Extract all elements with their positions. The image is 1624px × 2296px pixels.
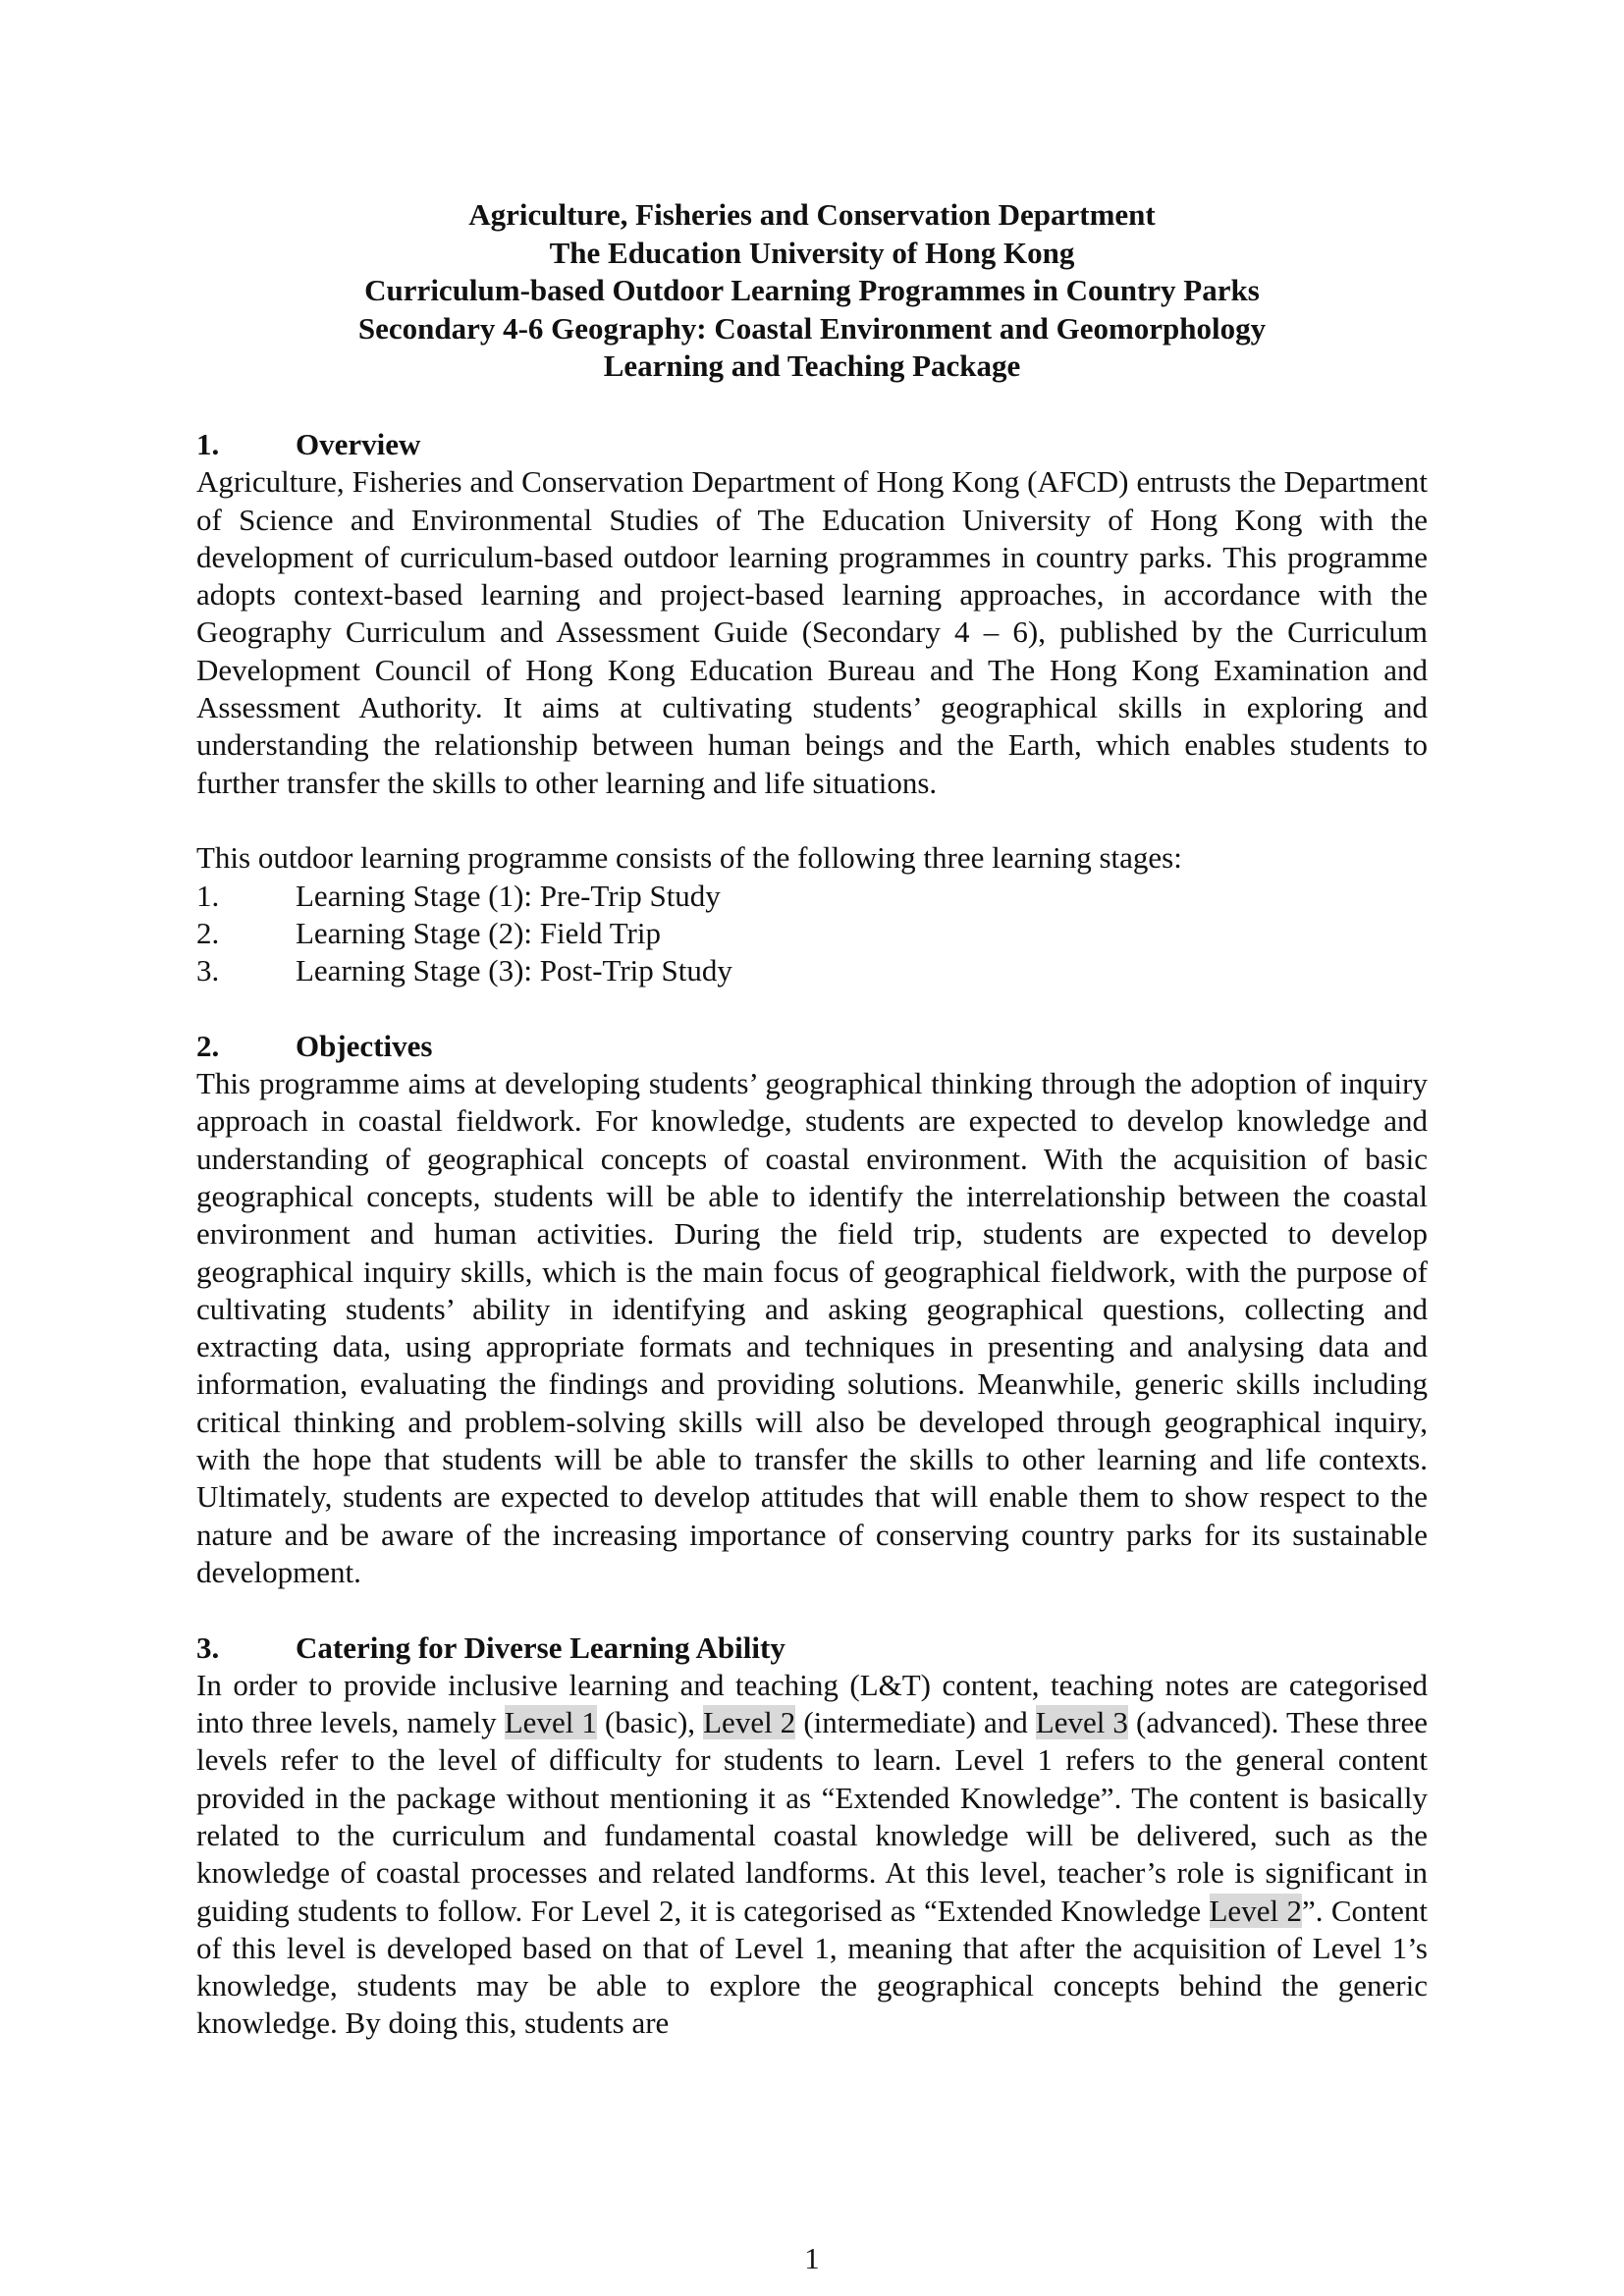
header-line-department: Agriculture, Fisheries and Conservation Department	[468, 197, 1156, 232]
list-item-number: 3.	[196, 953, 220, 988]
section-heading-diverse-learning	[196, 1629, 1428, 1667]
list-item-text: Learning Stage (2): Field Trip	[296, 915, 661, 950]
list-item-text: Learning Stage (1): Pre-Trip Study	[296, 878, 721, 913]
paragraph-text: (basic),	[596, 1705, 704, 1740]
list-item-text: Learning Stage (3): Post-Trip Study	[296, 953, 732, 988]
highlighted-term-level-3: Level 3	[1035, 1705, 1128, 1740]
stages-intro: This outdoor learning programme consists of the following three learning stages:	[196, 840, 1182, 876]
paragraph-text: In order to provide inclusive learning and teaching (L&T) content, teaching notes are categorised into three levels, namely	[196, 1667, 1428, 1740]
header-line-subject: Secondary 4-6 Geography: Coastal Environment and Geomorphology	[357, 310, 1267, 346]
document-body	[196, 426, 1428, 2043]
paragraph-text: (intermediate) and	[795, 1705, 1036, 1740]
paragraph-spacer	[196, 1591, 1428, 1629]
header-line-university: The Education University of Hong Kong	[549, 235, 1075, 270]
paragraph-text: ”. Content of this level is developed based on that of Level 1, meaning that after the acquisition of Level 1’s knowledge, students may be able to explore the geographical concepts behind the generic knowledge. By doing this, students are	[196, 1893, 1428, 2041]
section-number: 3.	[196, 1629, 220, 1665]
paragraph-text: (advanced). These three levels refer to the level of difficulty for students to learn. Level 1 refers to the general content provided in the package without mentioning it as “Extended Knowledge”. The content is basically related to the curriculum and fundamental coastal knowledge will be delivered, such as the knowledge of coastal processes and related landforms. At this level, teacher’s role is significant in guiding students to follow. For Level 2, it is categorised as “Extended Knowledge	[196, 1705, 1428, 1928]
section-heading-objectives	[196, 1028, 1428, 1065]
paragraph-spacer	[196, 802, 1428, 839]
header-line-programme: Curriculum-based Outdoor Learning Programmes in Country Parks	[364, 273, 1260, 307]
list-item	[196, 878, 1428, 915]
objectives-paragraph: This programme aims at developing students’ geographical thinking through the adoption of inquiry approach in coastal fieldwork. For knowledge, students are expected to develop knowledge and understanding of geographical concepts of coastal environment. With the acquisition of basic geographical concepts, students will be able to identify the interrelationship between the coastal environment and human activities. During the field trip, students are expected to develop geographical inquiry skills, which is the main focus of geographical fieldwork, with the purpose of cultivating students’ ability in identifying and asking geographical questions, collecting and extracting data, using appropriate formats and techniques in presenting and analysing data and information, evaluating the findings and providing solutions. Meanwhile, generic skills including critical thinking and problem-solving skills will also be developed through geographical inquiry, with the hope that students will be able to transfer the skills to other learning and life contexts. Ultimately, students are expected to develop attitudes that will enable them to show respect to the nature and be aware of the increasing importance of conserving country parks for its sustainable development.	[196, 1066, 1428, 1589]
paragraph-spacer	[196, 989, 1428, 1027]
list-item-number: 2.	[196, 915, 220, 950]
list-item-number: 1.	[196, 878, 220, 913]
document-header	[0, 196, 1624, 386]
header-line-package: Learning and Teaching Package	[603, 348, 1021, 383]
list-item	[196, 952, 1428, 989]
list-item	[196, 915, 1428, 952]
diverse-learning-paragraph	[196, 1667, 1428, 2043]
page-number: 1	[804, 2241, 820, 2275]
overview-paragraph: Agriculture, Fisheries and Conservation Department of Hong Kong (AFCD) entrusts the Department of Science and Environmental Studies of The Education University of Hong Kong with the development of curriculum-based outdoor learning programmes in country parks. This programme adopts context-based learning and project-based learning approaches, in accordance with the Geography Curriculum and Assessment Guide (Secondary 4 – 6), published by the Curriculum Development Council of Hong Kong Education Bureau and The Hong Kong Examination and Assessment Authority. It aims at cultivating students’ geographical skills in exploring and understanding the relationship between human beings and the Earth, which enables students to further transfer the skills to other learning and life situations.	[196, 464, 1428, 800]
section-heading-overview	[196, 426, 1428, 463]
section-number: 2.	[196, 1028, 220, 1063]
highlighted-term-level-2: Level 2	[1209, 1893, 1302, 1928]
section-title: Overview	[296, 427, 421, 461]
section-title: Catering for Diverse Learning Ability	[296, 1629, 785, 1665]
section-title: Objectives	[296, 1028, 433, 1063]
highlighted-term-level-2: Level 2	[703, 1705, 796, 1740]
learning-stages-list	[196, 878, 1428, 990]
section-number: 1.	[196, 427, 220, 461]
highlighted-term-level-1: Level 1	[504, 1705, 597, 1740]
